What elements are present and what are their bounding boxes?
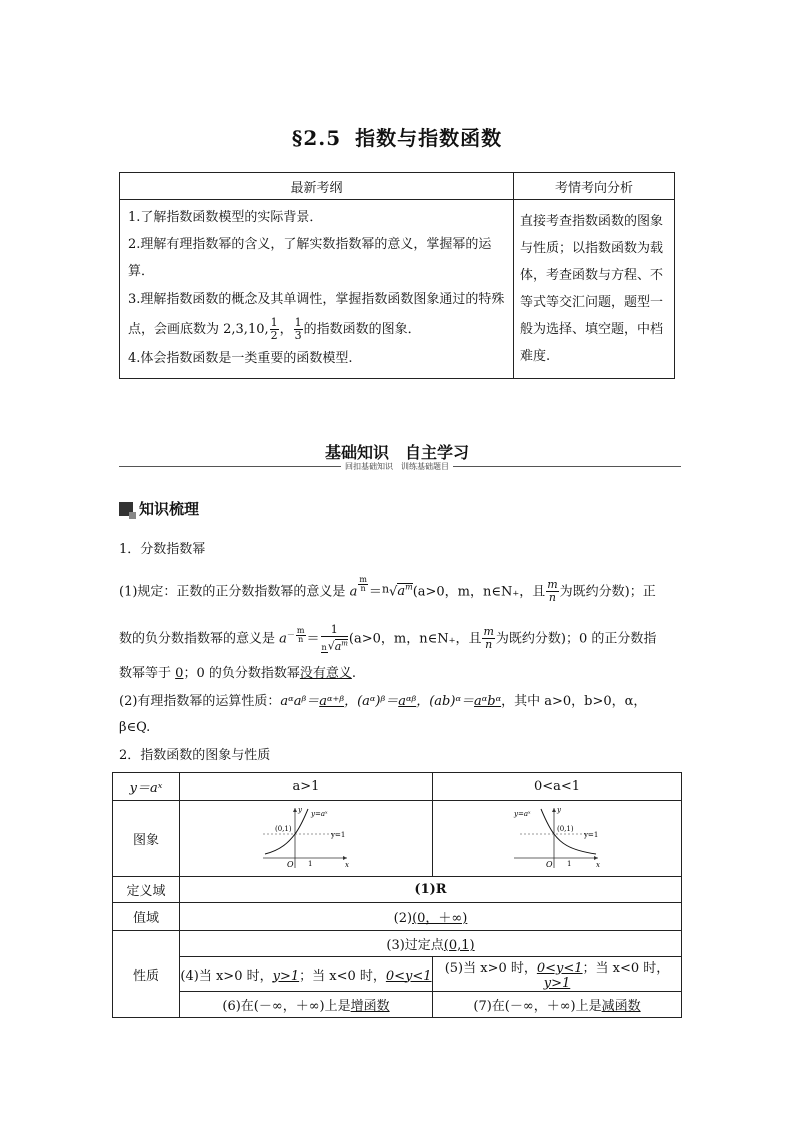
square-bullet-icon	[119, 502, 133, 516]
header-a-lt-1: 0<a<1	[433, 773, 682, 801]
knowledge-label: 知识梳理	[119, 498, 199, 519]
item1-line1: (1)规定：正数的正分数指数幂的意义是 a $^{\frac{m}{n}}$ $=^n√a^m(a>0$，m，n∈N₊，且 $\frac{m}{n}$ 为既约分数)；正	[119, 574, 656, 605]
decreasing-exponential-graph	[512, 804, 602, 870]
answer-zero: 0	[175, 666, 184, 681]
svg-text:y: y	[298, 805, 302, 814]
outline-items	[120, 200, 514, 379]
svg-text:y: y	[557, 805, 561, 814]
fixed-point: (3)过定点(0,1)	[180, 931, 682, 957]
item1-line2: 数的负分数指数幂的意义是 $a^{- \frac{m}{n}}$ ＝ $\frac{1}{n√a^m}$ (a>0，m，n∈N₊，且 $\frac{m}{n}$ 为既约分数)；0 的正分数指	[119, 623, 657, 653]
item1-line5: β∈Q.	[119, 720, 151, 735]
range-label: 值域	[113, 903, 180, 931]
svg-text:1: 1	[308, 859, 313, 868]
item1-heading: 1．分数指数幂	[119, 542, 206, 557]
property-6: (6)在(－∞，＋∞)上是增函数	[180, 992, 433, 1018]
outline-item-3: 3.理解指数函数的概念及其单调性，掌握指数函数图象通过的特殊点，会画底数为 2,3,10, $\frac{1}{2}$ ， $\frac{1}{3}$ 的指数函数的图象．	[128, 292, 505, 342]
section-subheading: 回扣基础知识 训练基础题目	[0, 461, 794, 472]
svg-text:x: x	[596, 860, 600, 869]
properties-table	[112, 772, 682, 1018]
svg-text:O: O	[287, 859, 294, 869]
svg-text:(0,1): (0,1)	[557, 824, 574, 833]
graph-decreasing	[433, 801, 682, 877]
item2-heading: 2．指数函数的图象与性质	[119, 748, 271, 763]
answer-undefined: 没有意义	[299, 666, 352, 681]
svg-text:x: x	[345, 860, 349, 869]
header-a-gt-1: a>1	[180, 773, 433, 801]
fraction-half: $\frac{1}{2}$	[270, 316, 278, 342]
property-label: 性质	[113, 931, 180, 1018]
page-title	[0, 122, 794, 151]
outline-table	[119, 172, 675, 379]
svg-text:y=1: y=1	[331, 830, 346, 839]
property-7: (7)在(－∞，＋∞)上是减函数	[433, 992, 682, 1018]
answer-rule1: aᵅ⁺ᵝ	[319, 694, 345, 709]
domain-value: (1)R	[180, 877, 682, 903]
property-4: (4)当 x>0 时，y>1；当 x<0 时，0<y<1	[180, 957, 433, 992]
answer-rule3: aᵅbᵅ	[473, 694, 502, 709]
outline-item-4: 4.体会指数函数是一类重要的函数模型.	[128, 351, 353, 366]
outline-item-1: 1.了解指数函数模型的实际背景．	[128, 210, 323, 225]
outline-header-1: 最新考纲	[120, 173, 514, 200]
outline-analysis: 直接考查指数函数的图象与性质；以指数函数为载体，考查函数与方程、不等式等交汇问题，题型一般为选择、填空题，中档难度.	[514, 200, 675, 379]
header-function: y＝aˣ	[113, 773, 180, 801]
graph-increasing	[180, 801, 433, 877]
answer-rule2: aᵅᵝ	[398, 694, 417, 709]
fraction-third: $\frac{1}{3}$	[294, 316, 302, 342]
range-value: (2)(0，＋∞)	[180, 903, 682, 931]
svg-text:1: 1	[567, 859, 572, 868]
graph-label: 图象	[113, 801, 180, 877]
section-heading: 基础知识 自主学习	[324, 443, 469, 462]
svg-text:(0,1): (0,1)	[275, 824, 292, 833]
outline-header-2: 考情考向分析	[514, 173, 675, 200]
domain-label: 定义域	[113, 877, 180, 903]
svg-text:y=1: y=1	[584, 830, 599, 839]
svg-text:y=aˣ: y=aˣ	[311, 809, 328, 818]
title-text: 指数与指数函数	[355, 126, 503, 150]
section-number: §2.5	[291, 126, 342, 150]
outline-item-2: 2.理解有理指数幂的含义，了解实数指数幂的意义，掌握幂的运算．	[128, 237, 492, 279]
svg-text:O: O	[546, 859, 553, 869]
svg-text:y=aˣ: y=aˣ	[514, 809, 531, 818]
item1-line3: 数幂等于 0；0 的负分数指数幂没有意义.	[119, 666, 356, 681]
item1-line4: (2)有理指数幂的运算性质：aᵅaᵝ＝aᵅ⁺ᵝ，(aᵅ)ᵝ＝aᵅᵝ，(ab)ᵅ＝aᵅbᵅ，其中 a>0，b>0，α，	[119, 694, 647, 709]
property-5: (5)当 x>0 时，0<y<1；当 x<0 时，y>1	[433, 957, 682, 992]
increasing-exponential-graph	[261, 804, 351, 870]
